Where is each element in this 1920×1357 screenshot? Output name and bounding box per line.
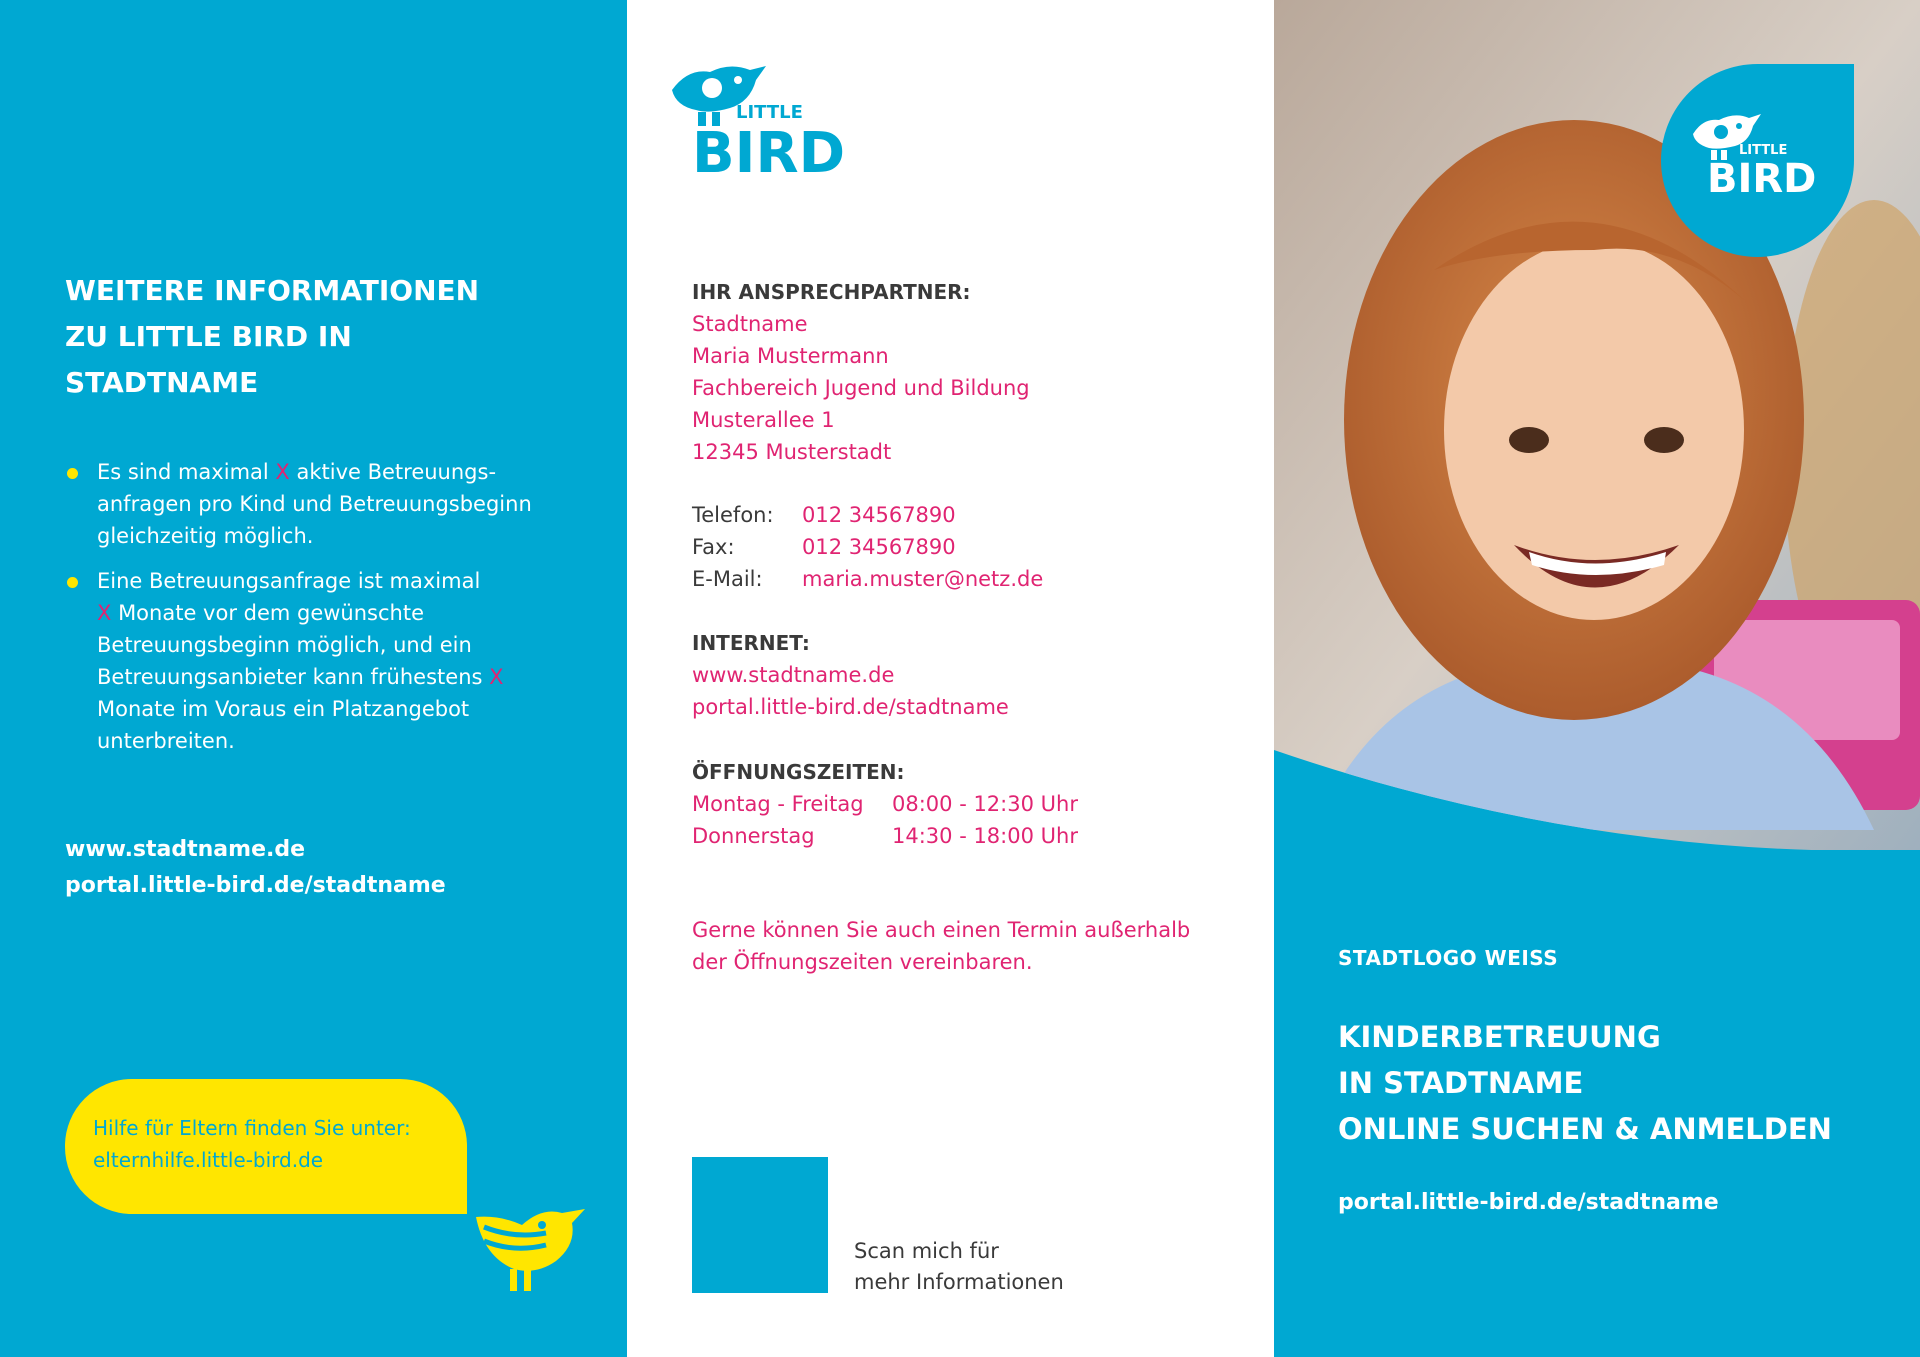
bullet-dot-icon (67, 577, 78, 588)
fax-row: Fax: 012 34567890 (692, 535, 956, 559)
website-link[interactable]: www.stadtname.de (65, 837, 306, 862)
left-panel (0, 0, 627, 1357)
svg-text:LITTLE: LITTLE (736, 102, 803, 123)
email-row: E-Mail: maria.muster@netz.de (692, 563, 1043, 595)
parent-help-link[interactable]: elternhilfe.little-bird.de (93, 1148, 324, 1172)
hours-row: Donnerstag 14:30 - 18:00 Uhr (692, 824, 1078, 848)
phone-row: Telefon: 012 34567890 (692, 503, 956, 527)
svg-text:BIRD: BIRD (692, 121, 846, 174)
middle-panel (627, 0, 1274, 1357)
info-heading: WEITERE INFORMATIONEN ZU LITTLE BIRD IN STADTNAME (65, 274, 480, 399)
logo-badge (1661, 64, 1854, 257)
qr-code-placeholder[interactable] (692, 1157, 828, 1293)
svg-text:LITTLE: LITTLE (1739, 143, 1788, 158)
brochure-title: KINDERBETREUUNG IN STADTNAME ONLINE SUCHEN & ANMELDEN (1338, 1020, 1832, 1146)
bullet-dot-icon (67, 468, 78, 479)
email-link[interactable]: maria.muster@netz.de (802, 567, 1044, 591)
svg-text:BIRD: BIRD (1707, 156, 1817, 194)
little-bird-logo (1691, 112, 1821, 194)
contact-label: IHR ANSPRECHPARTNER: (692, 280, 971, 304)
website-link[interactable]: www.stadtname.de (692, 663, 895, 687)
right-panel (1274, 0, 1920, 1357)
portal-link[interactable]: portal.little-bird.de/stadtname (1338, 1190, 1719, 1215)
little-bird-logo (670, 62, 850, 174)
portal-link[interactable]: portal.little-bird.de/stadtname (65, 873, 446, 898)
portal-link[interactable]: portal.little-bird.de/stadtname (692, 695, 1009, 719)
contact-block: IHR ANSPRECHPARTNER: Stadtname Maria Mustermann Fachbereich Jugend und Bildung Musterallee 1 12345 Musterstadt (692, 276, 1030, 468)
list-item: Eine Betreuungsanfrage ist maximal X Monate vor dem gewünschte Betreuungsbeginn möglich, und ein Betreuungsanbieter kann frühestens X Monate im Voraus ein Platzangebot unterbreiten. (65, 565, 565, 757)
left-links (65, 832, 446, 904)
info-bullet-list (65, 456, 565, 770)
phone-block (692, 499, 1043, 595)
hours-block: ÖFFNUNGSZEITEN: Montag - Freitag 08:00 - 12:30 Uhr Donnerstag 14:30 - 18:00 Uhr (692, 756, 1078, 852)
list-item: Es sind maximal X aktive Betreuungs-anfragen pro Kind und Betreuungsbeginn gleichzeitig möglich. (65, 456, 565, 552)
city-logo-placeholder: STADTLOGO WEISS (1338, 946, 1559, 970)
internet-block: INTERNET: www.stadtname.de portal.little-bird.de/stadtname (692, 627, 1009, 723)
yellow-bird-icon (470, 1205, 585, 1295)
appointment-note: Gerne können Sie auch einen Termin außerhalb der Öffnungszeiten vereinbaren. (692, 918, 1191, 974)
parent-help-bubble: Hilfe für Eltern finden Sie unter: elternhilfe.little-bird.de (65, 1079, 467, 1214)
hours-row: Montag - Freitag 08:00 - 12:30 Uhr (692, 792, 1078, 816)
scan-caption: Scan mich für mehr Informationen (854, 1239, 1064, 1294)
